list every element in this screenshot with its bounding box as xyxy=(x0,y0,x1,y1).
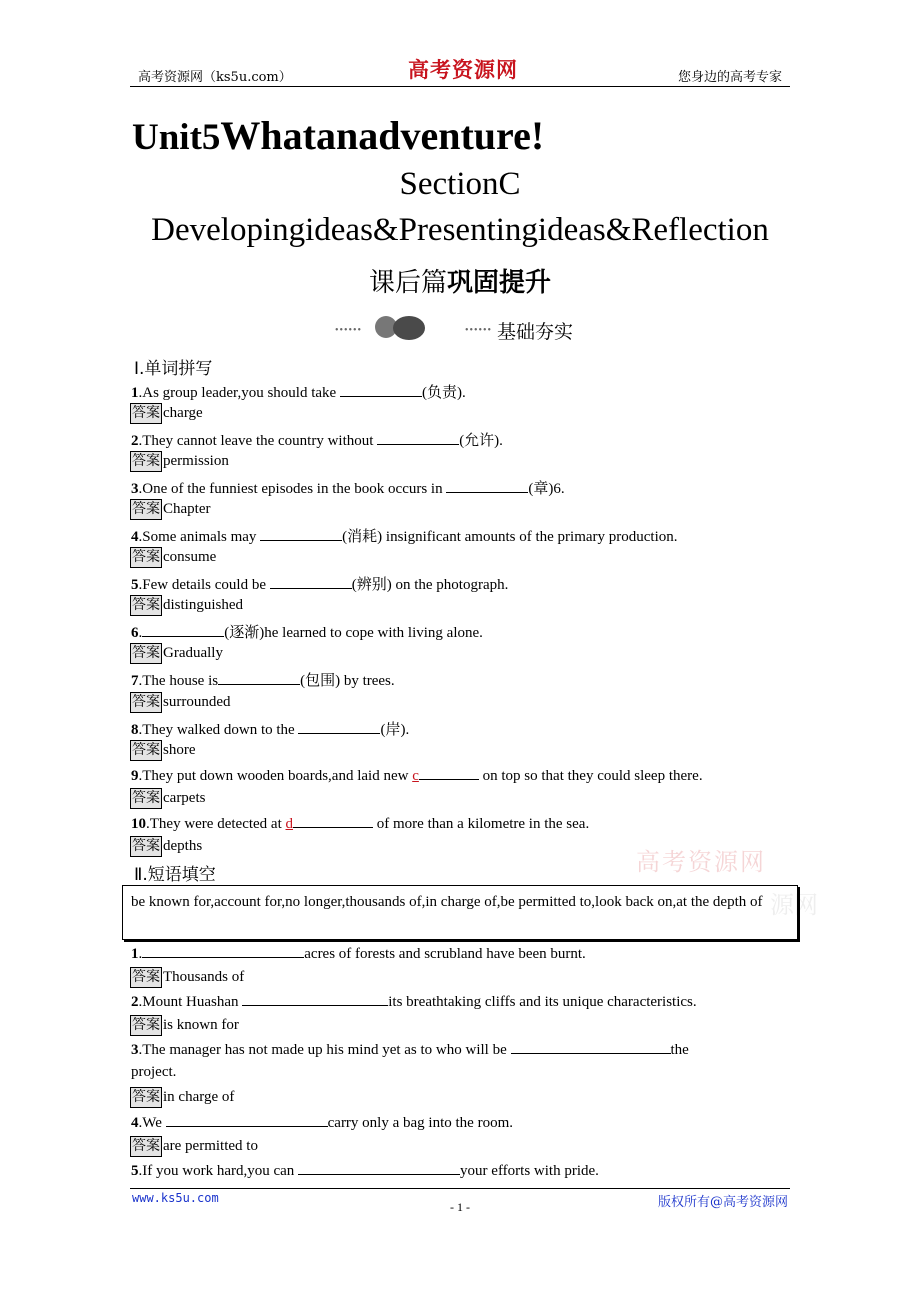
answer-blank xyxy=(340,383,422,397)
answer-label: 答案 xyxy=(130,692,162,713)
question-number: 4 xyxy=(131,529,139,545)
question-continuation: project. xyxy=(131,1064,177,1080)
question-text: .They put down wooden boards,and laid new xyxy=(138,768,413,784)
question-text-after: (消耗) insignificant amounts of the primary production. xyxy=(342,529,678,545)
answer-line xyxy=(130,451,229,472)
question-text-after: (逐渐)he learned to cope with living alone. xyxy=(224,625,483,641)
question-line xyxy=(131,1113,513,1132)
section2-heading: Ⅱ.短语填空 xyxy=(134,865,216,885)
answer-text: Thousands of xyxy=(163,969,245,985)
unit-title xyxy=(132,112,544,159)
header-site-name: 高考资源网（ks5u.com） xyxy=(138,70,292,85)
question-text: .The house is xyxy=(138,673,219,689)
question-line xyxy=(131,381,466,402)
answer-label: 答案 xyxy=(130,451,162,472)
question-text-after: on top so that they could sleep there. xyxy=(478,768,703,784)
answer-label: 答案 xyxy=(130,499,162,520)
question-text-after: its breathtaking cliffs and its unique characteristics. xyxy=(388,994,697,1010)
answer-line xyxy=(130,403,203,424)
header-logo: 高考资源网 xyxy=(408,57,518,82)
answer-line xyxy=(130,499,210,520)
question-line xyxy=(131,1161,599,1180)
answer-label: 答案 xyxy=(130,643,162,664)
phrase-bank-text: be known for,account for,no longer,thousands of,in charge of,be permitted to,look back on,at the depth of xyxy=(131,894,763,910)
divider-dots-right: •••••• xyxy=(465,325,493,336)
answer-blank xyxy=(166,1113,328,1127)
question-number: 2 xyxy=(131,994,139,1010)
question-text: .If you work hard,you can xyxy=(138,1163,299,1179)
question-text: .Some animals may xyxy=(138,529,261,545)
question-number: 4 xyxy=(131,1115,139,1131)
answer-line xyxy=(130,547,216,568)
question-text-after: the xyxy=(670,1042,689,1058)
answer-text: permission xyxy=(163,453,229,469)
question-line xyxy=(131,992,697,1011)
unit-title-rest: Whatanadventure! xyxy=(220,113,545,158)
answer-text: is known for xyxy=(163,1017,239,1033)
question-text-after: of more than a kilometre in the sea. xyxy=(373,816,590,832)
answer-line xyxy=(130,1136,258,1157)
answer-label: 答案 xyxy=(130,403,162,424)
answer-text: distinguished xyxy=(163,597,244,613)
answer-blank xyxy=(446,479,528,493)
question-text-after: acres of forests and scrubland have been burnt. xyxy=(304,946,586,962)
question-number: 1 xyxy=(131,385,139,401)
section1-heading: Ⅰ.单词拼写 xyxy=(134,359,213,379)
question-number: 9 xyxy=(131,768,139,784)
answer-line xyxy=(130,643,223,664)
question-line xyxy=(131,944,586,963)
footer-copyright: 版权所有@高考资源网 xyxy=(657,1195,788,1210)
question-number: 1 xyxy=(131,946,139,962)
question-number: 3 xyxy=(131,1042,139,1058)
answer-blank xyxy=(218,671,300,685)
question-text: .Mount Huashan xyxy=(138,994,243,1010)
hint-letter: c xyxy=(412,768,419,784)
question-text: .They walked down to the xyxy=(138,722,299,738)
footer-site-link[interactable]: www.ks5u.com xyxy=(132,1191,219,1205)
answer-text: depths xyxy=(163,838,203,854)
answer-text: carpets xyxy=(163,790,206,806)
question-line xyxy=(131,525,678,546)
practice-label xyxy=(0,262,920,299)
divider-dots-left: •••••• xyxy=(335,325,363,336)
question-line xyxy=(131,718,409,739)
answer-blank xyxy=(270,575,352,589)
answer-line xyxy=(130,595,243,616)
answer-blank xyxy=(293,814,373,828)
answer-label: 答案 xyxy=(130,595,162,616)
question-number: 5 xyxy=(131,577,139,593)
answer-line xyxy=(130,692,231,713)
question-text: .They were detected at xyxy=(146,816,286,832)
answer-blank xyxy=(419,766,479,780)
section-divider xyxy=(335,312,595,344)
answer-text: are permitted to xyxy=(163,1138,258,1154)
question-text-after: (辨别) on the photograph. xyxy=(351,577,509,593)
question-text: .As group leader,you should take xyxy=(138,385,340,401)
divider-label: 基础夯实 xyxy=(497,321,574,343)
question-line xyxy=(131,669,395,690)
answer-text: Gradually xyxy=(163,645,223,661)
answer-blank xyxy=(260,527,342,541)
question-number: 8 xyxy=(131,722,139,738)
divider-circle-icon-dark xyxy=(393,316,425,340)
practice-label-normal: 课后篇 xyxy=(368,268,447,298)
answer-text: shore xyxy=(163,742,196,758)
answer-blank xyxy=(511,1040,671,1054)
question-number: 7 xyxy=(131,673,139,689)
answer-label: 答案 xyxy=(130,1015,162,1036)
phrase-bank-box xyxy=(122,885,798,940)
answer-blank xyxy=(298,1161,460,1175)
section-title: SectionC xyxy=(399,166,521,202)
question-text-after: (章)6. xyxy=(528,481,565,497)
answer-line xyxy=(130,836,202,857)
practice-label-bold: 巩固提升 xyxy=(447,268,552,298)
question-line xyxy=(131,766,703,785)
question-number: 5 xyxy=(131,1163,139,1179)
question-text: .One of the funniest episodes in the book occurs in xyxy=(138,481,447,497)
question-line xyxy=(131,573,508,594)
answer-label: 答案 xyxy=(130,836,162,857)
question-line xyxy=(131,621,483,642)
question-text: .They cannot leave the country without xyxy=(138,433,378,449)
answer-label: 答案 xyxy=(130,967,162,988)
question-text: .The manager has not made up his mind yet as to who will be xyxy=(138,1042,511,1058)
answer-blank xyxy=(142,623,224,637)
question-text: .We xyxy=(138,1115,166,1131)
answer-text: Chapter xyxy=(163,501,211,517)
question-line xyxy=(131,477,565,498)
page-header xyxy=(130,54,790,87)
answer-blank xyxy=(142,944,304,958)
question-text: . xyxy=(138,946,143,962)
answer-label: 答案 xyxy=(130,1136,162,1157)
question-text-after: (允许). xyxy=(459,433,503,449)
answer-label: 答案 xyxy=(130,1087,162,1108)
section-subtitle: Developingideas&Presentingideas&Reflection xyxy=(151,212,769,248)
question-number: 3 xyxy=(131,481,139,497)
question-line xyxy=(131,814,589,833)
header-slogan: 您身边的高考专家 xyxy=(677,70,782,85)
question-text-after: (负责). xyxy=(421,385,466,401)
answer-line xyxy=(130,1087,234,1108)
question-text: .Few details could be xyxy=(138,577,270,593)
answer-label: 答案 xyxy=(130,547,162,568)
question-number: 6 xyxy=(131,625,139,641)
unit-title-prefix: Unit5 xyxy=(132,117,221,158)
answer-label: 答案 xyxy=(130,740,162,761)
answer-blank xyxy=(242,992,388,1006)
answer-label: 答案 xyxy=(130,788,162,809)
answer-line xyxy=(130,1015,239,1036)
question-number: 10 xyxy=(131,816,146,832)
watermark-text-faint: 源网 xyxy=(770,891,818,919)
question-text-after: your efforts with pride. xyxy=(460,1163,599,1179)
answer-text: in charge of xyxy=(163,1089,235,1105)
answer-text: charge xyxy=(163,405,203,421)
answer-line xyxy=(130,967,244,988)
answer-line xyxy=(130,788,205,809)
question-text-after: (岸). xyxy=(380,722,410,738)
question-text: . xyxy=(138,625,143,641)
question-number: 2 xyxy=(131,433,139,449)
page-number: - 1 - xyxy=(450,1200,470,1214)
answer-text: surrounded xyxy=(163,694,231,710)
answer-blank xyxy=(377,431,459,445)
answer-line xyxy=(130,740,196,761)
answer-text: consume xyxy=(163,549,217,565)
watermark-text: 高考资源网 xyxy=(636,848,766,876)
question-line xyxy=(131,429,503,450)
question-text-after: carry only a bag into the room. xyxy=(327,1115,513,1131)
question-line xyxy=(131,1040,689,1059)
answer-blank xyxy=(298,720,380,734)
hint-letter: d xyxy=(285,816,294,832)
question-text-after: (包围) by trees. xyxy=(300,673,395,689)
